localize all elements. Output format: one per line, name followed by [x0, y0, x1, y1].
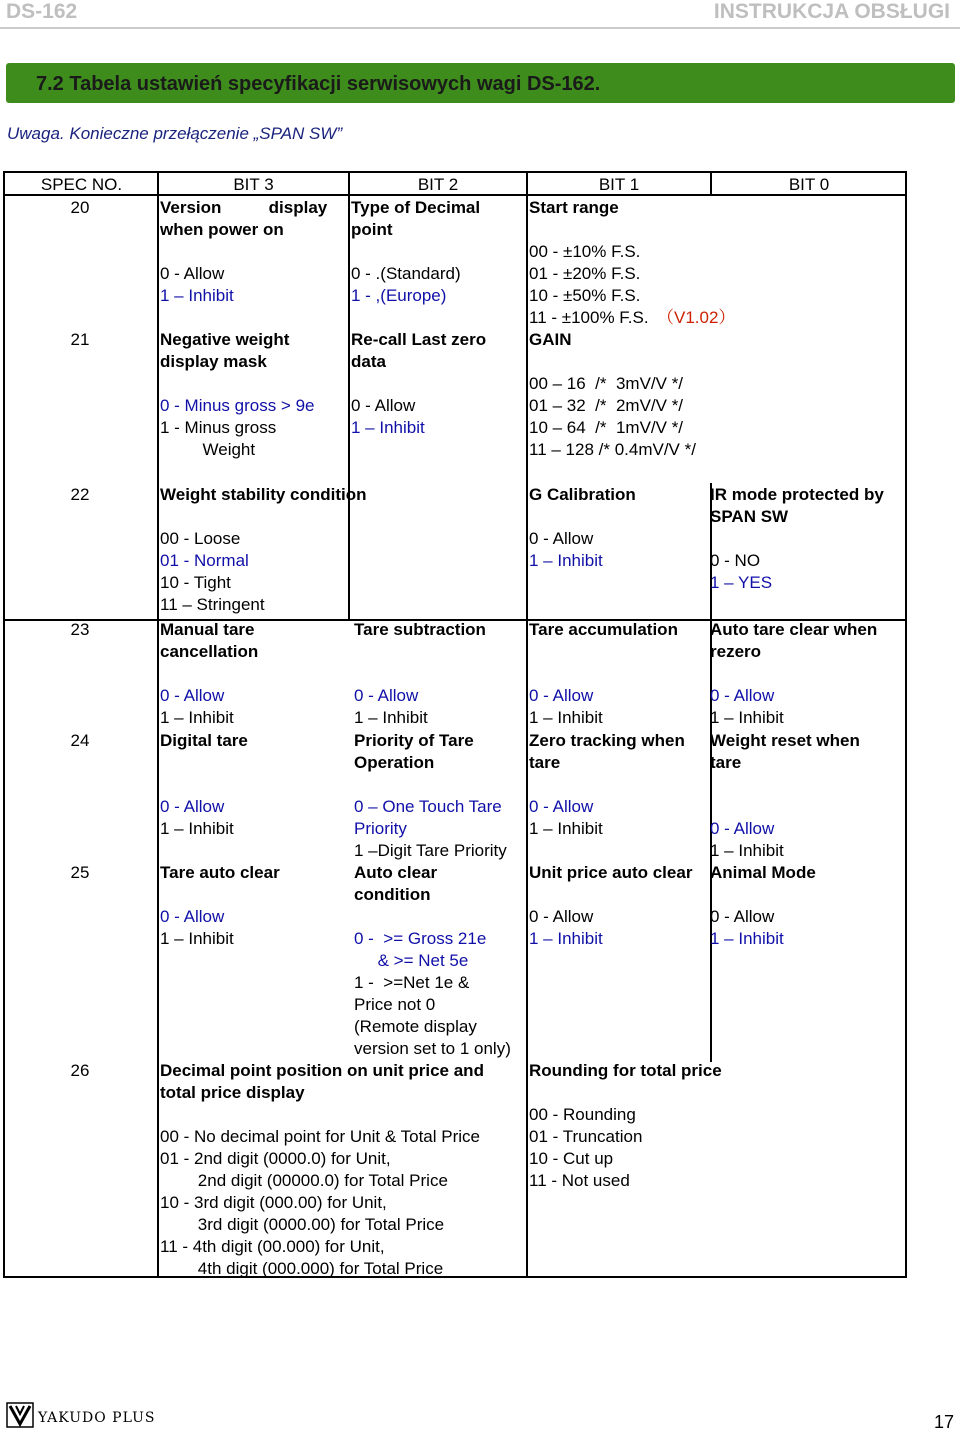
r25-bit0-title: Animal Mode — [710, 863, 816, 882]
r22-bit1-option1: 1 – Inhibit — [529, 551, 603, 570]
r24-bit1-option0: 0 - Allow — [529, 797, 594, 816]
r21-bit10-options: 00 – 16 /* 3mV/V */ 01 – 32 /* 2mV/V */ 10 – 64 /* 1mV/V */ 11 – 128 /* 0.4mV/V */ — [529, 374, 696, 459]
header-bit1: BIT 1 — [598, 175, 640, 194]
r21-bit3-option1: 1 - Minus gross Weight — [160, 418, 277, 459]
r25-bit1-option1: 1 – Inhibit — [529, 929, 603, 948]
r24-bit0-title: Weight reset when tare — [710, 731, 860, 772]
r26-bit10-options: 00 - Rounding 01 - Truncation 10 - Cut up 11 - Not used — [529, 1105, 643, 1190]
r25-bit2-option0: 0 - >= Gross 21e & >= Net 5e — [354, 929, 487, 970]
r21-bit3-title: Negative weight display mask — [160, 330, 290, 371]
r24-bit3-title: Digital tare — [160, 731, 248, 750]
r23-bit1-option0: 0 - Allow — [529, 686, 594, 705]
col-divider-3 — [526, 173, 528, 1276]
r23-bit0-title: Auto tare clear when rezero — [710, 620, 878, 661]
section-title: 7.2 Tabela ustawień specyfikacji serwisowych wagi DS-162. — [36, 73, 601, 95]
page-number: 17 — [933, 1412, 954, 1432]
spec-no-26: 26 — [70, 1061, 90, 1080]
r25-bit3-option1: 1 – Inhibit — [160, 929, 234, 948]
r21-bit2-option0: 0 - Allow — [351, 396, 416, 415]
r23-bit2-option1: 1 – Inhibit — [354, 708, 428, 727]
header-doc-title: INSTRUKCJA OBSŁUGI — [713, 0, 950, 23]
r24-bit2-option1: 1 –Digit Tare Priority — [354, 841, 507, 860]
r24-bit3-option0: 0 - Allow — [160, 797, 225, 816]
r25-bit2-title: Auto clear condition — [354, 863, 438, 904]
r22-bit0-title: IR mode protected by SPAN SW — [710, 485, 884, 526]
r22-option-10: 10 - Tight — [160, 573, 231, 592]
spec-table — [3, 171, 907, 1278]
r22-option-11: 11 – Stringent — [160, 595, 265, 614]
spec-no-21: 21 — [70, 330, 90, 349]
r25-bit1-title: Unit price auto clear — [529, 863, 693, 882]
col-divider-2a — [348, 173, 350, 195]
r23-bit2-option0: 0 - Allow — [354, 686, 419, 705]
r26-bit10-title: Rounding for total price — [529, 1061, 722, 1080]
r21-bit2-title: Re-call Last zero data — [351, 330, 487, 371]
r22-bit0-option0: 0 - NO — [710, 551, 761, 570]
header-rule — [0, 27, 960, 29]
r22-option-01: 01 - Normal — [160, 551, 249, 570]
spec-no-23: 23 — [70, 620, 90, 639]
r21-bit2-option1: 1 – Inhibit — [351, 418, 425, 437]
r24-bit0-option0: 0 - Allow — [710, 819, 775, 838]
r25-bit1-option0: 0 - Allow — [529, 907, 594, 926]
r26-bit32-title: Decimal point position on unit price and total price display — [160, 1061, 484, 1102]
r24-bit0-option1: 1 – Inhibit — [710, 841, 784, 860]
header-doc-code: DS-162 — [6, 0, 78, 23]
col-divider-2b — [348, 195, 350, 619]
r24-bit2-title: Priority of Tare Operation — [354, 731, 474, 772]
header-spec-no: SPEC NO. — [40, 175, 123, 194]
r20-bit2-option0: 0 - .(Standard) — [351, 264, 461, 283]
r24-bit2-option0: 0 – One Touch Tare Priority — [354, 797, 502, 838]
col-divider-1 — [157, 173, 159, 1276]
r23-bit3-option0: 0 - Allow — [160, 686, 225, 705]
r21-bit10-title: GAIN — [529, 330, 572, 349]
r23-bit2-title: Tare subtraction — [354, 620, 486, 639]
header-bit2: BIT 2 — [417, 175, 459, 194]
r24-bit3-option1: 1 – Inhibit — [160, 819, 234, 838]
r23-bit0-option1: 1 – Inhibit — [710, 708, 784, 727]
r20-bit2-option1: 1 - ,(Europe) — [351, 286, 447, 305]
r21-bit3-option0: 0 - Minus gross > 9e — [160, 396, 315, 415]
r25-bit0-option1: 1 – Inhibit — [710, 929, 784, 948]
spec-no-25: 25 — [70, 863, 90, 882]
footer-brand: YAKUDO PLUS — [38, 1410, 156, 1426]
note-text: Uwaga. Konieczne przełączenie „SPAN SW” — [7, 124, 343, 143]
r20-bit2-title: Type of Decimal point — [351, 198, 481, 239]
r23-bit3-title: Manual tare cancellation — [160, 620, 259, 661]
col-divider-4a — [710, 173, 712, 195]
r25-bit2-option1: 1 - >=Net 1e & Price not 0 (Remote display version set to 1 only) — [354, 973, 511, 1058]
r25-bit3-option0: 0 - Allow — [160, 907, 225, 926]
r22-bit1-title: G Calibration — [529, 485, 636, 504]
r20-bit3-title: Version display when power on — [160, 198, 328, 239]
r24-bit1-title: Zero tracking when tare — [529, 731, 685, 772]
r23-bit1-option1: 1 – Inhibit — [529, 708, 603, 727]
r22-bit0-option1: 1 – YES — [710, 573, 773, 592]
spec-no-20: 20 — [70, 198, 90, 217]
spec-no-24: 24 — [70, 731, 90, 750]
r25-bit0-option0: 0 - Allow — [710, 907, 775, 926]
brand-logo-icon — [6, 1402, 34, 1428]
r20-bit10-options: 00 - ±10% F.S. 01 - ±20% F.S. 10 - ±50% F.S. 11 - ±100% F.S. — [529, 242, 649, 327]
r26-bit32-options: 00 - No decimal point for Unit & Total Price 01 - 2nd digit (0000.0) for Unit, 2nd digit (00000.0) for Total Price 10 - 3rd digit (000.00) for Unit, 3rd digit (0000.00) for Total Price 11 - 4th digit (00.000) for Unit, 4th digit (000.000) for Total Price — [160, 1127, 480, 1278]
r22-bit1-option0: 0 - Allow — [529, 529, 594, 548]
r23-bit3-option1: 1 – Inhibit — [160, 708, 234, 727]
r20-bit3-option1: 1 – Inhibit — [160, 286, 234, 305]
r20-version-tag: （V1.02） — [657, 308, 736, 327]
header-divider — [5, 194, 905, 196]
r25-bit3-title: Tare auto clear — [160, 863, 280, 882]
r24-bit1-option1: 1 – Inhibit — [529, 819, 603, 838]
header-bit3: BIT 3 — [233, 175, 274, 194]
r20-bit10-title: Start range — [529, 198, 619, 217]
spec-no-22: 22 — [70, 485, 90, 504]
r23-bit0-option0: 0 - Allow — [710, 686, 775, 705]
r23-bit1-title: Tare accumulation — [529, 620, 678, 639]
r22-option-00: 00 - Loose — [160, 529, 241, 548]
header-bit0: BIT 0 — [788, 175, 830, 194]
r22-bit32-title: Weight stability condition — [160, 485, 367, 504]
r20-bit3-option0: 0 - Allow — [160, 264, 225, 283]
